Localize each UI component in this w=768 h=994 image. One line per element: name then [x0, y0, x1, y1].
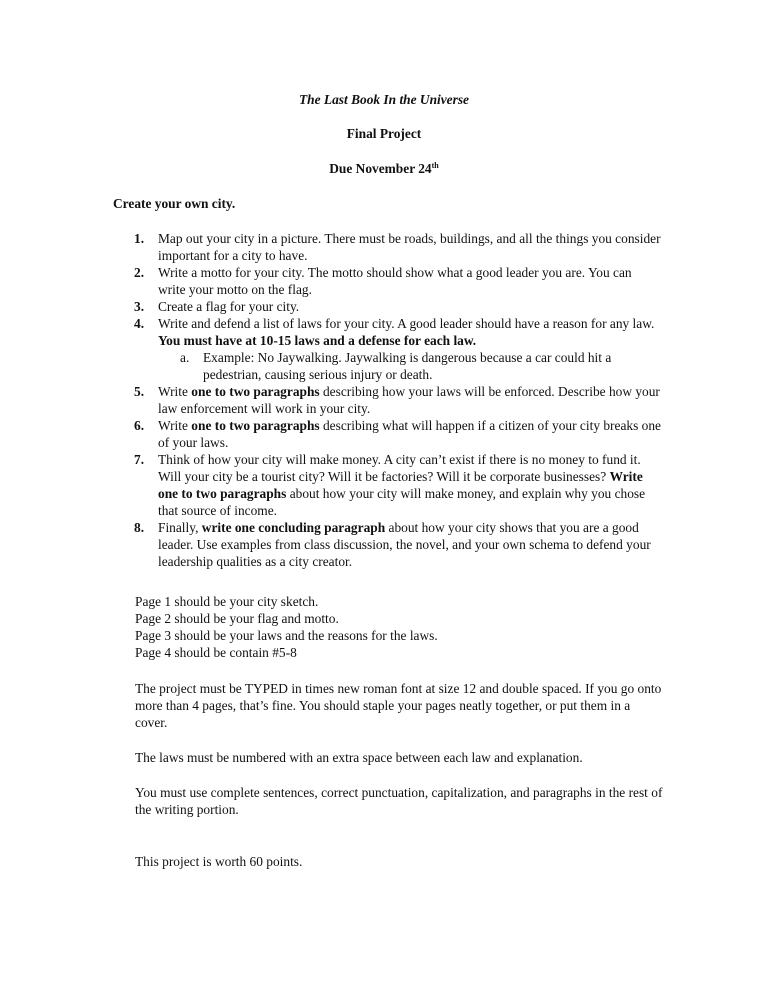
body-text: Write — [158, 384, 192, 399]
list-item — [113, 230, 661, 264]
list-item-text — [158, 519, 661, 570]
due-date-text: Due November 24 — [329, 161, 432, 176]
body-text: Finally, — [158, 520, 202, 535]
page-requirement-line: Page 4 should be contain #5-8 — [135, 645, 297, 660]
list-item-text — [158, 451, 661, 519]
formatting-paragraph: The project must be TYPED in times new roman font at size 12 and double spaced. If you go onto more than 4 pages, that’s fine. You should staple your pages neatly together, or put them in a cover. — [135, 681, 662, 730]
sub-item-text: Example: No Jaywalking. Jaywalking is dangerous because a car could hit a pedestrian, causing serious injury or death. — [203, 350, 612, 382]
list-item-text — [158, 264, 661, 298]
list-item — [113, 298, 661, 315]
list-item — [113, 519, 661, 570]
list-item-text — [158, 315, 661, 349]
instruction-list — [113, 230, 661, 570]
emphasis-text: You must have at 10-15 laws and a defense for each law. — [158, 333, 477, 348]
sub-item — [158, 349, 661, 383]
list-item-number: 1. — [134, 231, 145, 246]
document-subtitle: Final Project — [346, 126, 422, 141]
due-date-suffix: th — [431, 161, 439, 170]
page-requirement-line: Page 1 should be your city sketch. — [135, 594, 319, 609]
list-item-text — [158, 230, 661, 264]
sub-item-letter: a. — [180, 350, 190, 365]
list-item — [113, 417, 661, 451]
writing-paragraph: You must use complete sentences, correct punctuation, capitalization, and paragraphs in the rest of the writing portion. — [135, 785, 663, 817]
list-item — [113, 264, 661, 298]
list-item-number: 6. — [134, 418, 145, 433]
list-item — [113, 383, 661, 417]
numbering-paragraph: The laws must be numbered with an extra space between each law and explanation. — [135, 750, 583, 765]
list-item — [113, 315, 661, 383]
body-text: describing what will happen if a citizen of your city breaks one of your laws. — [158, 418, 661, 450]
list-item-number: 5. — [134, 384, 145, 399]
emphasis-text: one to two paragraphs — [191, 418, 320, 433]
document-title: The Last Book In the Universe — [299, 92, 469, 107]
list-item-number: 7. — [134, 452, 145, 467]
list-item-text — [158, 383, 661, 417]
section-heading: Create your own city. — [113, 196, 236, 211]
body-text: Write — [158, 418, 192, 433]
body-text: Write and defend a list of laws for your city. A good leader should have a reason for any law. — [158, 316, 655, 331]
body-text: describing how your laws will be enforced. Describe how your law enforcement will work in your city. — [158, 384, 660, 416]
body-text: Create a flag for your city. — [158, 299, 300, 314]
page-requirements — [135, 593, 438, 661]
body-text: Map out your city in a picture. There must be roads, buildings, and all the things you consider important for a city to have. — [158, 231, 661, 263]
points-paragraph: This project is worth 60 points. — [135, 854, 303, 869]
list-item-text — [158, 298, 661, 315]
list-item-number: 8. — [134, 520, 145, 535]
list-item-text — [158, 417, 661, 451]
list-item-number: 4. — [134, 316, 145, 331]
body-text: Think of how your city will make money. A city can’t exist if there is no money to fund it. Will your city be a tourist city? Will it be factories? Will it be corporate businesses? — [158, 452, 641, 484]
emphasis-text: one to two paragraphs — [191, 384, 320, 399]
due-date — [0, 160, 768, 177]
page-requirement-line: Page 3 should be your laws and the reasons for the laws. — [135, 628, 438, 643]
body-text: about how your city will make money, and explain why you chose that source of income. — [158, 486, 646, 518]
body-text: about how your city shows that you are a good leader. Use examples from class discussion, the novel, and your own schema to defend your leadership qualities as a city creator. — [158, 520, 651, 569]
list-item — [113, 451, 661, 519]
page-requirement-line: Page 2 should be your flag and motto. — [135, 611, 339, 626]
body-text: Write a motto for your city. The motto should show what a good leader you are. You can write your motto on the flag. — [158, 265, 632, 297]
list-item-number: 3. — [134, 299, 145, 314]
list-item-number: 2. — [134, 265, 145, 280]
emphasis-text: Write one to two paragraphs — [158, 469, 643, 501]
emphasis-text: write one concluding paragraph — [201, 520, 386, 535]
